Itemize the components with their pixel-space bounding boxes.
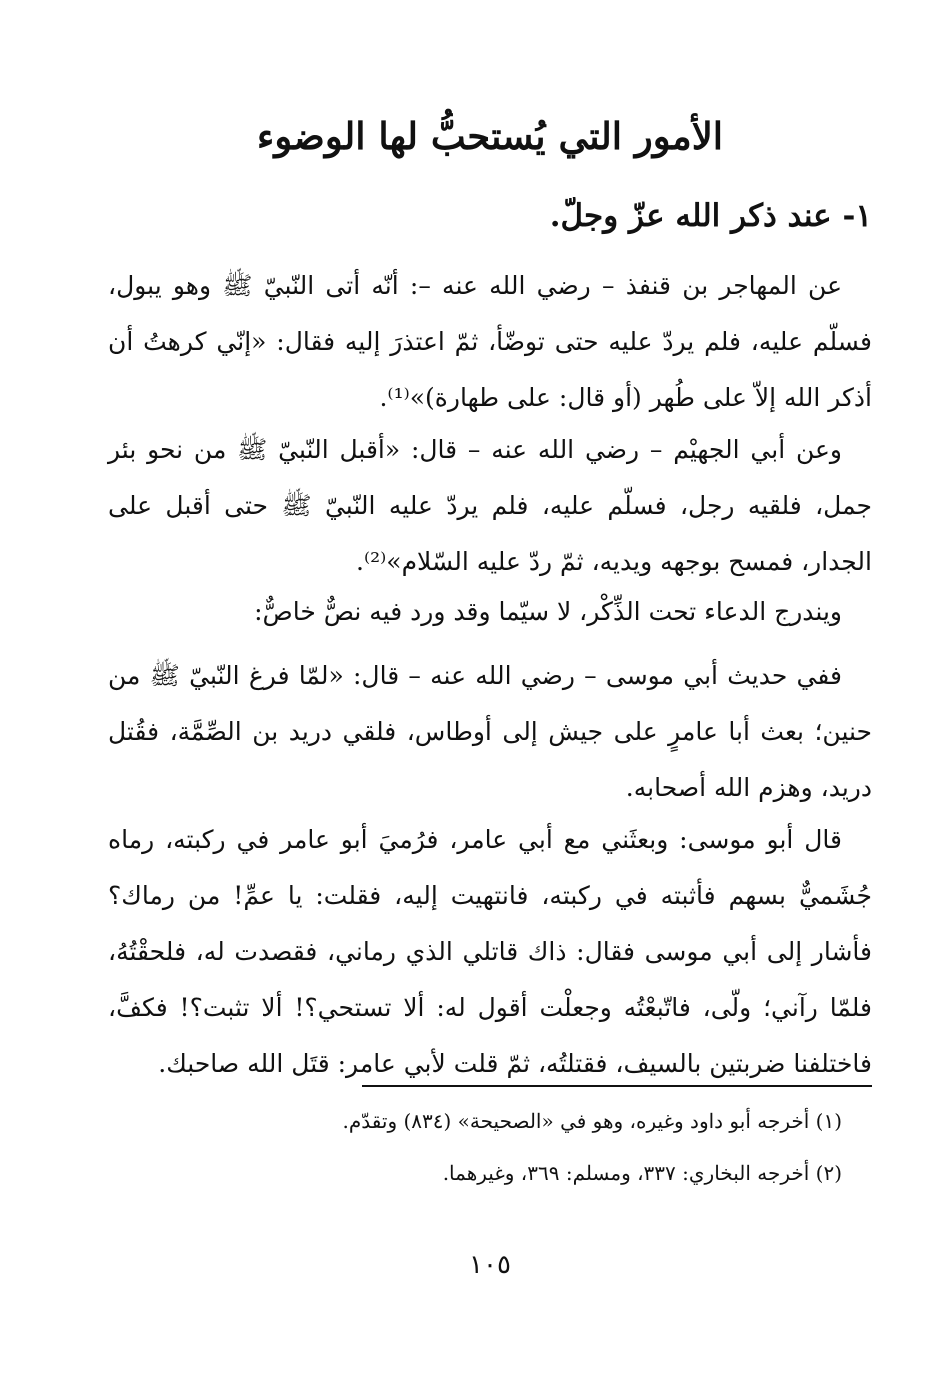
footnote-divider: [362, 1085, 872, 1087]
page-number: ١٠٥: [469, 1250, 511, 1280]
paragraph-dua-note: ويندرج الدعاء تحت الذِّكْر، لا سيّما وقد ورد فيه نصٌّ خاصٌّ:: [254, 597, 842, 626]
paragraph-abu-musa-narration: قال أبو موسى: وبعثَني مع أبي عامر، فرُميَ أبو عامر في ركبته، رماه جُشَميٌّ بسهم فأثبته في ركبته، فانتهيت إليه، فقلت: يا عمِّ! من رماك؟ فأشار إلى أبي موسى فقال: ذاك قاتلي الذي رماني، فقصدت له، فلحقْتُهُ، فلمّا رآني؛ ولّى، فاتّبعْتُه وجعلْت أقول له: ألا تستحي؟! ألا تثبت؟! فكفَّ، فاختلفنا ضربتين بالسيف، فقتلتُه، ثمّ قلت لأبي عامر: قتَل الله صاحبك.: [108, 825, 873, 1078]
footnote-1: (١) أخرجه أبو داود وغيره، وهو في «الصحيحة» (٨٣٤) وتقدّم.: [342, 1109, 842, 1133]
paragraph-abu-juhaym-hadith: وعن أبي الجهيْم – رضي الله عنه – قال: «أقبل النّبيّ ﷺ من نحو بئر جمل، فلقيه رجل، فسلّم عليه، فلم يردّ عليه النّبيّ ﷺ حتى أقبل على الجدار، فمسح بوجهه ويديه، ثمّ ردّ عليه السّلام»⁽²⁾.: [108, 435, 872, 576]
page-title: الأمور التي يُستحبُّ لها الوضوء: [256, 114, 724, 158]
section-heading: ١- عند ذكر الله عزّ وجلّ.: [549, 198, 872, 234]
paragraph-abu-musa-hadith: ففي حديث أبي موسى – رضي الله عنه – قال: «لمّا فرغ النّبيّ ﷺ من حنين؛ بعث أبا عامرٍ على جيش إلى أوطاس، فلقي دريد بن الصِّمَّة، فقُتل دريد، وهزم الله أصحابه.: [108, 661, 872, 802]
footnote-2: (٢) أخرجه البخاري: ٣٣٧، ومسلم: ٣٦٩، وغيرهما.: [442, 1161, 842, 1185]
book-page: [108, 0, 872, 1375]
paragraph-muhajir-hadith: عن المهاجر بن قنفذ – رضي الله عنه –: أنّه أتى النّبيّ ﷺ وهو يبول، فسلّم عليه، فلم يردّ عليه حتى توضّأ، ثمّ اعتذرَ إليه فقال: «إنّي كرهتُ أن أذكر الله إلاّ على طُهر (أو قال: على طهارة)»⁽¹⁾.: [108, 271, 872, 412]
